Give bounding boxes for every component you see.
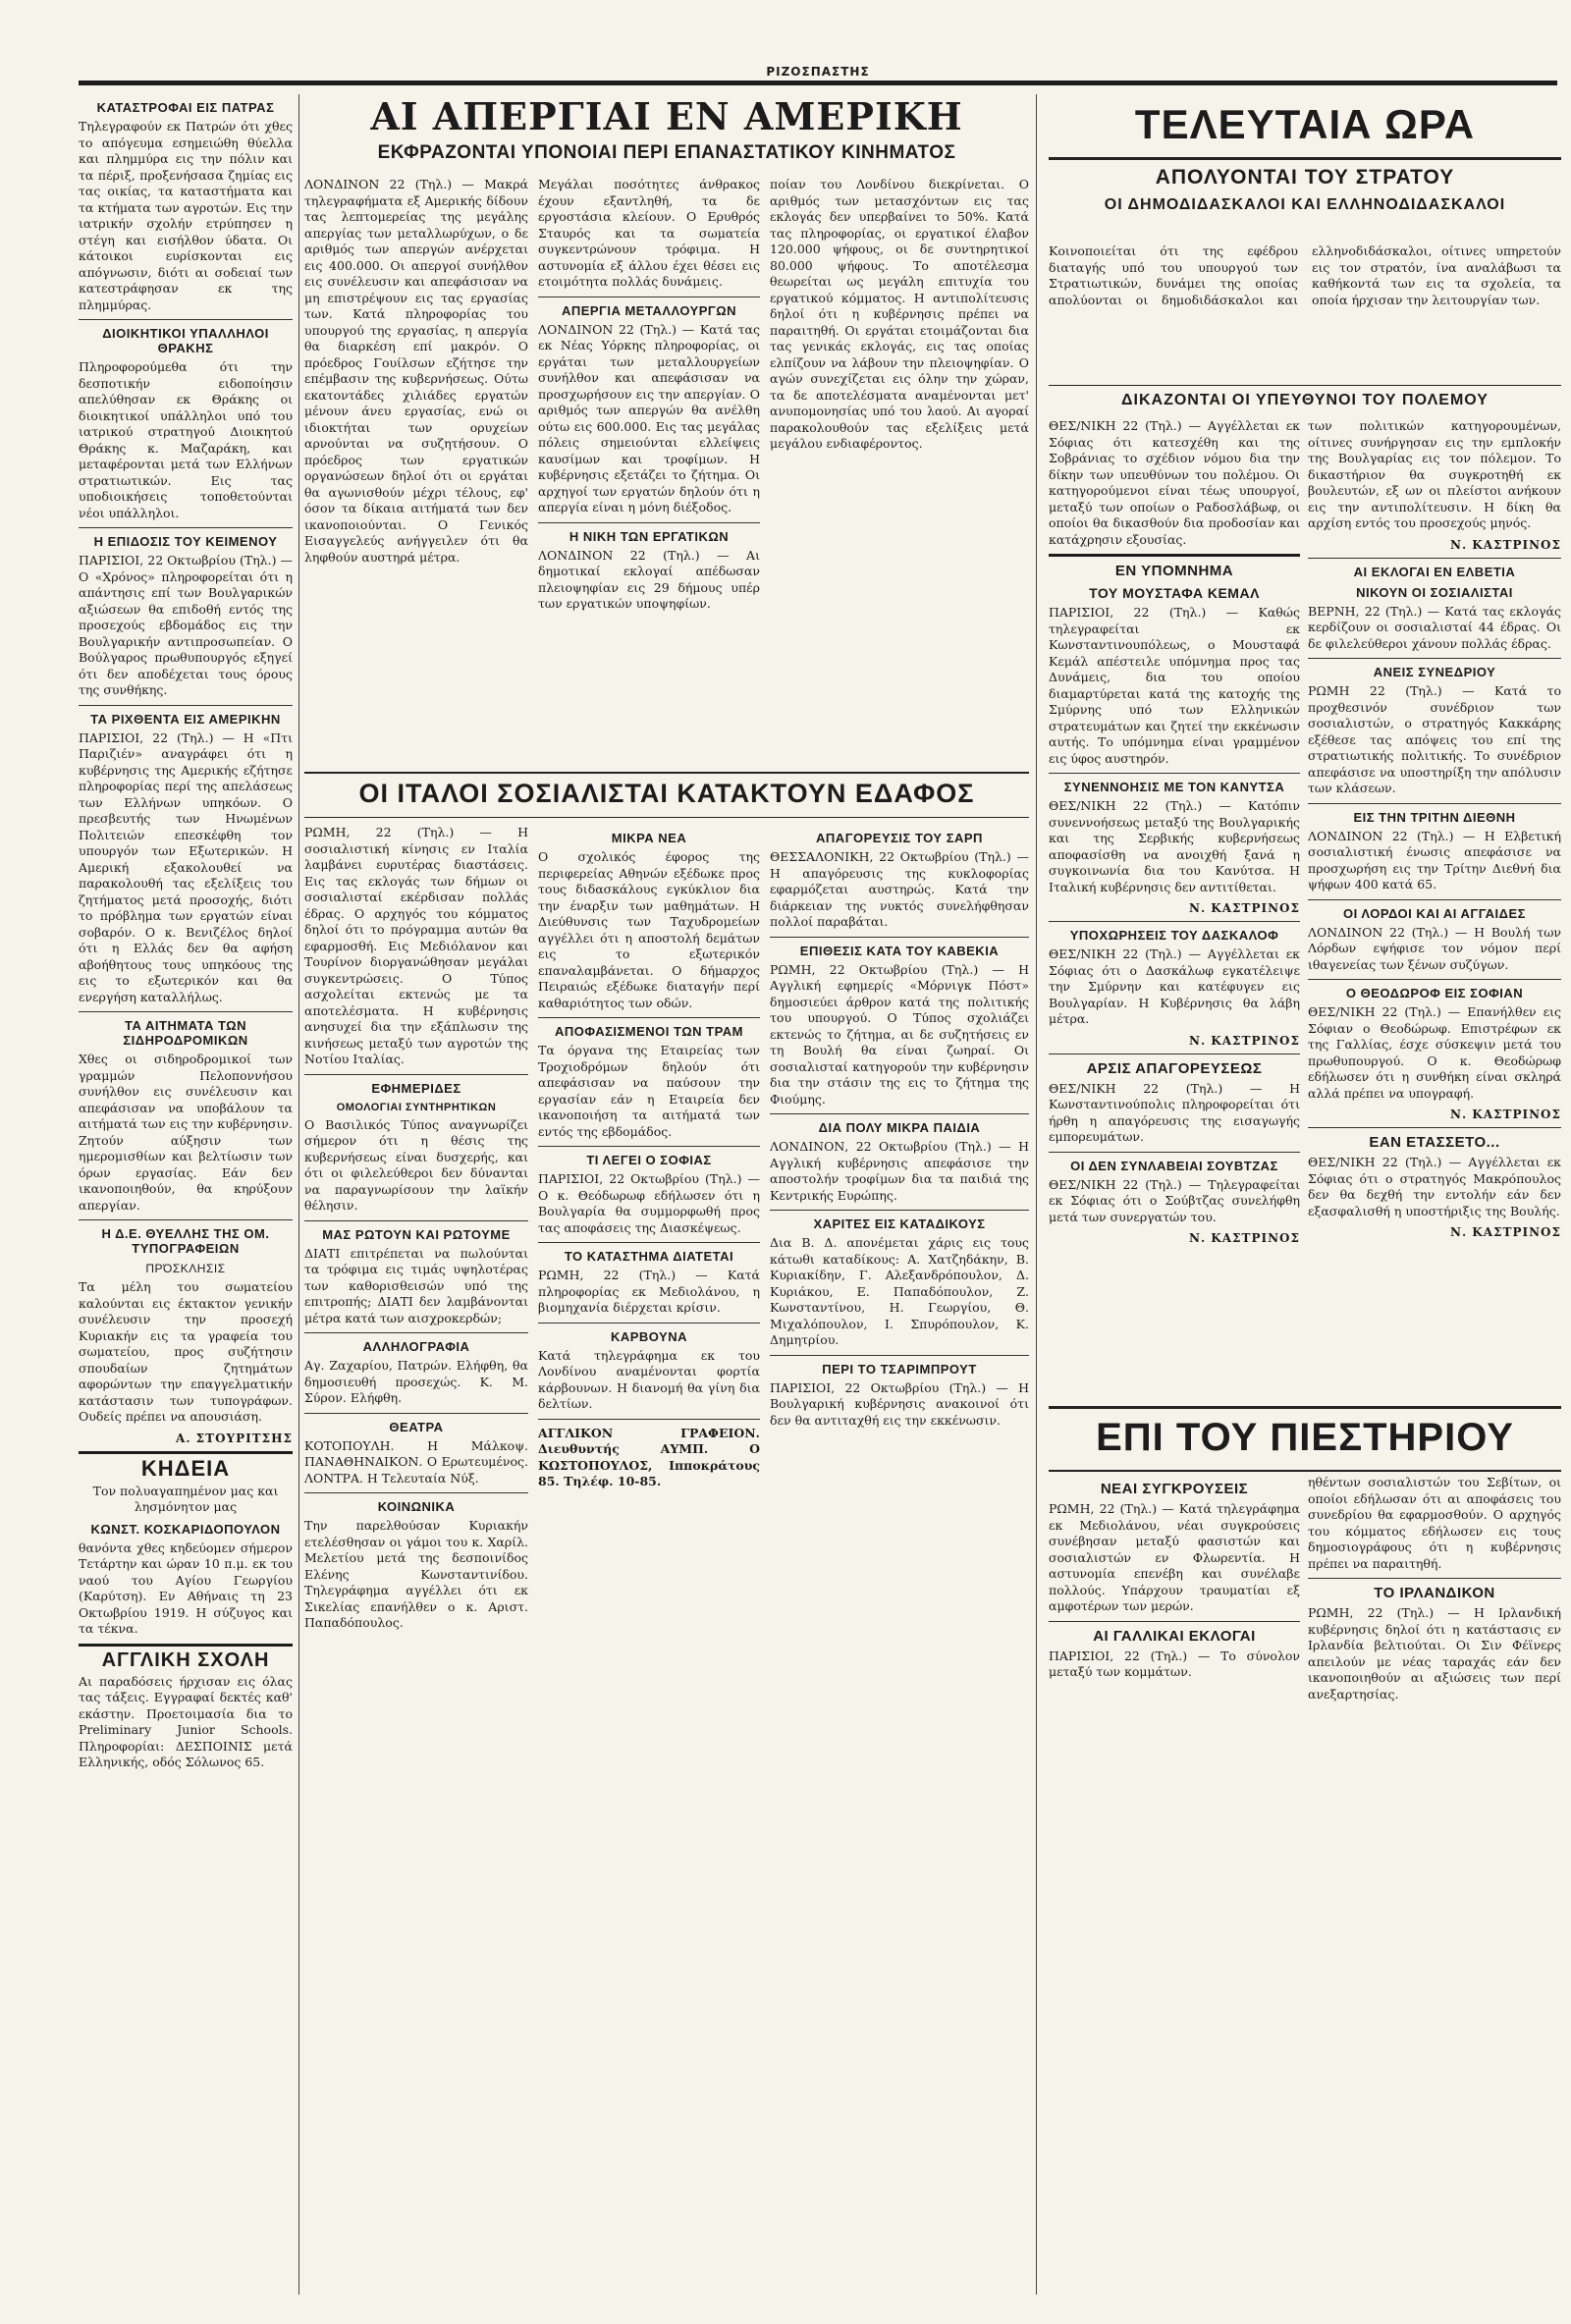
- banner-block: [1049, 98, 1561, 160]
- article-text: Χθες οι σιδηροδρομικοί των γραμμών Πελοποννήσου συνήλθον εις συνέλευσιν και απεφάσισαν να υποβάλουν τα αιτήματά των εις την κυβέρνησιν. Ζητούν αύξησιν των ημερομισθίων και βελτίωσιν των όρων εργασίας. Εάν δεν ικανοποιηθούν, θα κηρύξουν απεργίαν.: [79, 1052, 293, 1213]
- article-text: Μεγάλαι ποσότητες άνθρακος έχουν εξαντληθή, τα δε εργοστάσια κλείουν. Ο Ερυθρός Σταυρός και τα σωματεία συγκεντρώνουν τρόφιμα. Η αστυνομία εξ άλλου έχει θέσει εις ετοιμότητα πολλάς δυνάμεις.: [538, 177, 760, 289]
- article-text: ΘΕΣ/ΝΙΚΗ 22 (Τηλ.) — Κατόπιν συνεννοήσεως μεταξύ της Βουλγαρικής και της Σερβικής κυβερνήσεως αποφασίσθη να ανοιχθή ξανά η συγκοινωνία δια του Κανύτσα. Η Ιταλική κυβέρνησις δεν αντιτίθεται.: [1049, 798, 1300, 894]
- headline: ΕΦΗΜΕΡΙΔΕΣ: [304, 1074, 528, 1096]
- article-text: ΘΕΣ/ΝΙΚΗ 22 (Τηλ.) — Αγγέλλεται εκ Σόφιας ότι ο Δασκάλωφ εγκατέλειψε την Σμύρνην και κατέφυγεν εις Βουλγαρίαν. Η Κυβέρνησις θα λάβη μέτρα.: [1049, 946, 1300, 1026]
- masthead-rule: [79, 57, 1557, 85]
- subheadline: ΠΡΌΣΚΛΗΣΙΣ: [145, 1262, 226, 1275]
- banner-headline: ΟΙ ΙΤΑΛΟΙ ΣΟΣΙΑΛΙΣΤΑΙ ΚΑΤΑΚΤΟΥΝ ΕΔΑΦΟΣ: [358, 779, 975, 808]
- column-rule: [1036, 94, 1037, 2295]
- article-text: ΠΑΡΙΣΙΟΙ, 22 Οκτωβρίου (Τηλ.) — Ο κ. Θεόδωρωφ εδήλωσεν ότι η Βουλγαρία θα συμμορφωθή προς τας αποφάσεις της Διασκέψεως.: [538, 1171, 760, 1235]
- divider: [538, 1419, 760, 1420]
- article-text: Τηλεγραφούν εκ Πατρών ότι χθες το απόγευμα εσημειώθη θύελλα και πλημμύρα εις την πόλιν και τα πέριξ, προξενήσασα ζημίας εις τας οικίας, τα καταστήματα και τα κτήματα των αγροτών. Εις την ιατρικήν σχολήν ετρύπησεν η στέγη και εισήλθον ύδατα. Οι κάτοικοι ευρίσκονται εις απόγνωσιν, διότι αι σοδειαί των κατεστράφησαν εκ της πλημμύρας.: [79, 119, 293, 312]
- headline: ΔΙΑ ΠΟΛΥ ΜΙΚΡΑ ΠΑΙΔΙΑ: [770, 1113, 1029, 1135]
- article-text: ΛΟΝΔΙΝΟΝ 22 (Τηλ.) — Η Βουλή των Λόρδων εψήφισε τον νόμον περί ιθαγενείας των ξένων συζύγων.: [1308, 924, 1561, 972]
- headline: Η Δ.Ε. ΘΥΕΛΛΗΣ ΤΗΣ ΟΜ. ΤΥΠΟΓΡΑΦΕΙΩΝ: [79, 1219, 293, 1256]
- article-text: ΡΩΜΗ 22 (Τηλ.) — Κατά το προχθεσινόν συνέδριον των σοσιαλιστών, ο στρατηγός Κακκάρης εξέθεσε τας απόψεις του επί της στρατιωτικής πολιτικής. Το συνέδριον απεφάσισε να υποστηρίξη την απόλυσιν των κλάσεων.: [1308, 683, 1561, 795]
- headline: ΔΙΚΑΖΟΝΤΑΙ ΟΙ ΥΠΕΥΘΥΝΟΙ ΤΟΥ ΠΟΛΕΜΟΥ: [1121, 392, 1489, 408]
- article-text: ΛΟΝΔΙΝΟΝ 22 (Τηλ.) — Αι δημοτικαί εκλογαί απέδωσαν πλειοψηφίαν εις 29 δήμους υπέρ των εργατικών υποψηφίων.: [538, 547, 760, 611]
- headline: Η ΕΠΙΔΟΣΙΣ ΤΟΥ ΚΕΙΜΕΝΟΥ: [79, 527, 293, 549]
- signature: Ν. ΚΑΣΤΡΙΝΟΣ: [1449, 1225, 1561, 1239]
- headline: ΑΝΕΙΣ ΣΥΝΕΔΡΙΟΥ: [1308, 658, 1561, 679]
- center-col-c: [770, 825, 1029, 2295]
- article-text: ΘΕΣ/ΝΙΚΗ 22 (Τηλ.) — Επανήλθεν εις Σόφιαν ο Θεοδώρωφ. Επιστρέφων εκ της Γαλλίας, έσχε σύσκεψιν μετά του πρωθυπουργού. Ο κ. Θεοδώρωφ εδήλωσεν ότι η συνθήκη είναι σκληρά αλλά πρέπει να υπογραφή.: [1308, 1004, 1561, 1101]
- center-col-b: [538, 177, 760, 761]
- sub-headline: ΟΙ ΔΗΜΟΔΙΔΑΣΚΑΛΟΙ ΚΑΙ ΕΛΛΗΝΟΔΙΔΑΣΚΑΛΟΙ: [1104, 196, 1506, 213]
- article-text: ΡΩΜΗ, 22 (Τηλ.) — Η σοσιαλιστική κίνησις εν Ιταλία λαμβάνει ευρυτέρας διαστάσεις. Εις τας εκλογάς των δήμων οι σοσιαλισταί εκέρδισαν πολλάς έδρας. Ο αρχηγός του κόμματος δηλοί ότι το πρόγραμμα αυτών θα εφαρμοσθή. Εις Μεδιόλανον και Τουρίνον διοργανώθησαν μεγάλαι συγκεντρώσεις. Ο Τύπος ασχολείται εκτενώς με τα αποτελέσματα. Η κυβέρνησις ανησυχεί δια την εξάπλωσιν της κινήσεως μεταξύ των αγροτών της Νοτίου Ιταλίας.: [304, 825, 528, 1066]
- divider: [79, 1451, 293, 1454]
- headline: ΠΕΡΙ ΤΟ ΤΣΑΡΙΜΠΡΟΥΤ: [770, 1355, 1029, 1377]
- headline: ΑΓΓΛΙΚΗ ΣΧΟΛΗ: [101, 1648, 270, 1671]
- headline: ΤΙ ΛΕΓΕΙ Ο ΣΟΦΙΑΣ: [538, 1146, 760, 1167]
- column-rule: [298, 94, 299, 2295]
- headline: ΕΙΣ ΤΗΝ ΤΡΙΤΗΝ ΔΙΕΘΝΗ: [1308, 803, 1561, 825]
- article-text: ΡΩΜΗ, 22 (Τηλ.) — Η Ιρλανδική κυβέρνησις δηλοί ότι η κατάστασις εν Ιρλανδία βελτιούται. Οι Σιν Φέϊνερς απειλούν με νέας ταραχάς εάν δεν ικανοποιηθούν αι αξιώσεις των περί ανεξαρτησίας.: [1308, 1605, 1561, 1702]
- headline: ΜΙΚΡΑ ΝΕΑ: [611, 831, 687, 845]
- headline-block: [1049, 385, 1561, 413]
- headline: ΑΛΛΗΛΟΓΡΑΦΙΑ: [304, 1332, 528, 1354]
- article-text: ΘΕΣ/ΝΙΚΗ 22 (Τηλ.) — Τηλεγραφείται εκ Σόφιας ότι ο Σούβτζας συνελήφθη μετά των συνεργατών του.: [1049, 1176, 1300, 1224]
- article-text: ΡΩΜΗ, 22 Οκτωβρίου (Τηλ.) — Η Αγγλική εφημερίς «Μόρνιγκ Πόστ» δημοσιεύει άρθρον κατά της πολιτικής του υπουργού. Ο Τύπος σχολιάζει εκτενώς το ζήτημα, αι δε συζητήσεις εν τη Βουλή θα είναι ζωηραί. Οι σοσιαλισταί κατηγορούν την κυβέρνησιν δια την στάσιν της εις το ζήτημα της Φιούμης.: [770, 961, 1029, 1107]
- article-text: Την παρελθούσαν Κυριακήν ετελέσθησαν οι γάμοι του κ. Χαρίλ. Μελετίου μετά της δεσποινίδος Ελένης Κωνσταντινίδου. Τηλεγράφημα αγγέλλει ότι εκ Σικελίας επανήλθεν ο κ. Αριστ. Παπαδόπουλος.: [304, 1518, 528, 1630]
- center-upper: [304, 177, 1029, 761]
- article-text: ΘΕΣ/ΝΙΚΗ 22 (Τηλ.) — Αγγέλλεται εκ Σόφιας ότι ο στρατηγός Μακρόπουλος δεν θα δεχθή την εντολήν εάν δεν εξασφαλισθή η υποστήριξις της Βουλής.: [1308, 1155, 1561, 1218]
- signature: Ν. ΚΑΣΤΡΙΝΟΣ: [1449, 1108, 1561, 1121]
- article-text: Ο σχολικός έφορος της περιφερείας Αθηνών εξέδωκε προς τους διδασκάλους εγκύκλιον δια την έναρξιν των μαθημάτων. Η Διεύθυνσις των Ταχυδρομείων αγγέλλει ότι η αποστολή δεμάτων εις το εξωτερικόν επαναλαμβάνεται. Ο δήμαρχος Πειραιώς εξέδωκε διαταγήν περί καθαριότητος των οδών.: [538, 849, 760, 1010]
- article-text: ΠΑΡΙΣΙΟΙ, 22 Οκτωβρίου (Τηλ.) — Η Βουλγαρική κυβέρνησις ανακοινοί ότι δεν θα αντιταχθή εις την εκκένωσιν.: [770, 1379, 1029, 1428]
- headline: ΑΠΟΛΥΟΝΤΑΙ ΤΟΥ ΣΤΡΑΤΟΥ: [1155, 167, 1455, 189]
- divider: [1049, 554, 1300, 557]
- headline: ΑΠΟΦΑΣΙΣΜΕΝΟΙ ΤΩΝ ΤΡΑΜ: [538, 1017, 760, 1039]
- headline: ΑΠΕΡΓΙΑ ΜΕΤΑΛΛΟΥΡΓΩΝ: [538, 297, 760, 318]
- article-text: ΚΟΤΟΠΟΥΛΗ. Η Μάλκοψ. ΠΑΝΑΘΗΝΑΙΚΟΝ. Ο Ερωτευμένος. ΛΟΝΤΡΑ. Η Τελευταία Νύξ.: [304, 1437, 528, 1486]
- article-text: Κατά τηλεγράφημα εκ του Λονδίνου αναμένονται φορτία κάρβουνων. Η διανομή θα γίνη δια δελτίων.: [538, 1347, 760, 1411]
- banner-block: [304, 98, 1029, 167]
- article-text: ηθέντων σοσιαλιστών του Σεβίτων, οι οποίοι εδήλωσαν ότι αι αποφάσεις του συνεδρίου θα εφαρμοσθούν. Ο αρχηγός του κόμματος εδήλωσεν εις τους δημοσιογράφους ότι η κυβέρνησις πρέπει να παραιτηθή.: [1308, 1475, 1561, 1571]
- center-col-c: [770, 177, 1029, 761]
- article-text: των πολιτικών κατηγορουμένων, οίτινες συνήργησαν εις την εμπλοκήν της Βουλγαρίας εις τον πόλεμον. Το δικαστήριον θα συγκροτηθή εκ βουλευτών, εξ ων οι πλείστοι ανήκουν εις την αντιπολίτευσιν. Η δίκη θα αρχίση εντός του προσεχούς μηνός.: [1308, 418, 1561, 530]
- sub-headline: ΕΚΦΡΑΖΟΝΤΑΙ ΥΠΟΝΟΙΑΙ ΠΕΡΙ ΕΠΑΝΑΣΤΑΤΙΚΟΥ ΚΙΝΗΜΑΤΟΣ: [377, 142, 956, 163]
- subheadline: ΟΜΟΛΟΓΙΑΙ ΣΥΝΤΗΡΗΤΙΚΩΝ: [336, 1101, 497, 1113]
- center-col-b: [538, 825, 760, 2295]
- banner-headline: ΕΠΙ ΤΟΥ ΠΙΕΣΤΗΡΙΟΥ: [1096, 1416, 1514, 1459]
- headline: ΕΠΙΘΕΣΙΣ ΚΑΤΑ ΤΟΥ ΚΑΒΕΚΙΑ: [770, 937, 1029, 958]
- signature: Ν. ΚΑΣΤΡΙΝΟΣ: [1188, 1231, 1300, 1245]
- article-text: ΛΟΝΔΙΝΟΝ, 22 Οκτωβρίου (Τηλ.) — Η Αγγλική κυβέρνησις απεφάσισε την αποστολήν τροφίμων δια τα παιδιά της Κεντρικής Ευρώπης.: [770, 1139, 1029, 1203]
- masthead-name: ΡΙΖΟΣΠΑΣΤΗΣ: [760, 65, 875, 79]
- column-right-a-lower: [1049, 1475, 1300, 2295]
- article-text: ΛΟΝΔΙΝΟΝ 22 (Τηλ.) — Μακρά τηλεγραφήματα εξ Αμερικής δίδουν τας λεπτομερείας της μεγάλης απεργίας των μεταλλωρύχων, ο δε αριθμός των απεργών ανέρχεται εις 400.000. Οι απεργοί συνήλθον εις συνέλευσιν και απεφάσισαν να μη επιστρέψουν εις τας εργασίας των. Κατά πληροφορίας του υπουργού της εργασίας, η απεργία θα διαρκέση επί μακρόν. Ο πρόεδρος Γουίλσων εζήτησε την επέμβασιν της κυβερνήσεως. Ούτω εκατοντάδες χιλιάδες εργατών μένουν άνευ εργασίας, ενώ οι ιδιοκτήται των ορυχείων αρνούνται να συζητήσουν. Ο πρόεδρος των εργατικών οργανώσεων δηλοί ότι οι εργάται θα αγωνισθούν μέχρι τέλους, εφ' όσον τα δίκαια αιτήματά των δεν ικανοποιούνται. Ο Γενικός Εισαγγελεύς ανήγγειλεν ότι θα ληφθούν αυστηρά μέτρα.: [304, 177, 528, 565]
- headline: ΑΡΣΙΣ ΑΠΑΓΟΡΕΥΣΕΩΣ: [1049, 1054, 1300, 1077]
- headline: ΕΑΝ ΕΤΑΣΣΕΤΟ...: [1308, 1127, 1561, 1151]
- article-text: ΠΑΡΙΣΙΟΙ, 22 (Τηλ.) — Το σύνολον μεταξύ των κομμάτων.: [1049, 1648, 1300, 1679]
- headline: ΤΑ ΡΙΧΘΕΝΤΑ ΕΙΣ ΑΜΕΡΙΚΗΝ: [79, 705, 293, 727]
- article-text: ΘΕΣ/ΝΙΚΗ 22 (Τηλ.) — Αγγέλλεται εκ Σόφιας ότι κατεσχέθη και της Σοβράνιας το σχέδιον νόμου δια την δίκην των υπευθύνων του πολέμου. Οι κατηγορούμενοι είναι τέως υπουργοί, μεταξύ των οποίων ο Ραδοσλάβωφ, οι οποίοι θα δικασθούν δια προδοσίαν και κατάχρησιν εξουσίας.: [1049, 418, 1300, 547]
- headline: ΧΑΡΙΤΕΣ ΕΙΣ ΚΑΤΑΔΙΚΟΥΣ: [770, 1210, 1029, 1231]
- headline: ΔΙΟΙΚΗΤΙΚΟΙ ΥΠΑΛΛΗΛΟΙ ΘΡΑΚΗΣ: [79, 319, 293, 355]
- article-text: ΡΩΜΗ, 22 (Τηλ.) — Κατά τηλεγράφημα εκ Μεδιολάνου, νέαι συγκρούσεις συνέβησαν μεταξύ φασιστών και σοσιαλιστών εν Φλωρεντία. Η αστυνομία επενέβη και συνέλαβε πολλούς. Υπάρχουν τραυματίαι εξ αμφοτέρων των μερών.: [1049, 1501, 1300, 1613]
- headline: ΜΑΣ ΡΩΤΟΥΝ ΚΑΙ ΡΩΤΟΥΜΕ: [304, 1220, 528, 1242]
- headline: ΑΙ ΓΑΛΛΙΚΑΙ ΕΚΛΟΓΑΙ: [1049, 1621, 1300, 1645]
- headline: ΤΟ ΚΑΤΑΣΤΗΜΑ ΔΙΑΤΕΤΑΙ: [538, 1242, 760, 1264]
- headline: ΥΠΟΧΩΡΗΣΕΙΣ ΤΟΥ ΔΑΣΚΑΛΟΦ: [1049, 921, 1300, 943]
- article-text: ΔΙΑΤΙ επιτρέπεται να πωλούνται τα τρόφιμα εις τιμάς υψηλοτέρας των καθορισθεισών υπό της επιτροπής; ΔΙΑΤΙ δεν λαμβάνονται μέτρα κατά των αισχροκερδών;: [304, 1245, 528, 1325]
- banner-block: [304, 772, 1029, 818]
- article-text: ΠΑΡΙΣΙΟΙ, 22 Οκτωβρίου (Τηλ.) — Ο «Χρόνος» πληροφορείται ότι η απάντησις επί των Βουλγαρικών αξιώσεων θα επιδοθή εντός της προσεχούς εβδομάδος εις την Βουλγαρικήν αντιπροσωπείαν. Ο Βούλγαρος πρωθυπουργός εξηγεί ότι δεν αποδέχεται τους όρους της συνθήκης.: [79, 553, 293, 697]
- headline: ΚΗΔΕΙΑ: [140, 1455, 231, 1481]
- headline: ΚΑΡΒΟΥΝΑ: [538, 1323, 760, 1344]
- banner-block: [1049, 1406, 1561, 1472]
- headline: ΟΙ ΛΟΡΔΟΙ ΚΑΙ ΑΙ ΑΓΓΑΙΔΕΣ: [1308, 899, 1561, 921]
- signature: Ν. ΚΑΣΤΡΙΝΟΣ: [1188, 901, 1300, 915]
- article-text: ΠΑΡΙΣΙΟΙ, 22 (Τηλ.) — Η «Πτι Παριζιέν» αναγράφει ότι η κυβέρνησις της Αμερικής εζήτησε πληροφορίας περί της απελάσεως των Ελλήνων υπηκόων. Ο πρεσβευτής των Ηνωμένων Πολιτειών επεσκέφθη τον υπουργόν των Εξωτερικών. Η Αμερική εξακολουθεί να παρακολουθή τας εξελίξεις του ζητήματος μετά προσοχής, διότι το πρόβλημα των εργατών είναι σοβαρόν. Ο κ. Βενιζέλος δηλοί ότι η Ελλάς δεν θα αφήση αβοήθητους τους υπηκόους της εις το εξωτερικόν και θα ενεργήση καταλλήλως.: [79, 730, 293, 1004]
- article-text: ποίαν του Λονδίνου διεκρίνεται. Ο αριθμός των μετασχόντων εις τας εκλογάς δεν υπερβαίνει το 50%. Κατά τας πληροφορίας, οι εργατικοί έλαβον 120.000 ψήφους, οι δε συντηρητικοί 80.000 ψήφους. Το αποτέλεσμα θεωρείται ως μεγάλη επιτυχία του εργατικού κόμματος. Η αντιπολίτευσις δηλοί ότι η κυβέρνησις πρέπει να παραιτηθή. Οι εργάται ετοιμάζονται δια τας γενικάς εκλογάς, εις τας οποίας ελπίζουν να λάβουν την πλειοψηφίαν. Ο αγών συνεχίζεται εις όλην την χώραν, τα δε αποτελέσματα αναμένονται μετ' ανυπομονησίας υπό του λαού. Αι αγοραί παρακολουθούν τας εξελίξεις μετά μεγάλου ενδιαφέροντος.: [770, 177, 1029, 451]
- headline: ΝΕΑΙ ΣΥΓΚΡΟΥΣΕΙΣ: [1100, 1481, 1249, 1497]
- headline: ΘΕΑΤΡΑ: [304, 1413, 528, 1434]
- headline: ΕΝ ΥΠΟΜΝΗΜΑ: [1114, 563, 1234, 579]
- article-text: Κοινοποιείται ότι της εφέδρου διαταγής υπό του υπουργού των Στρατιωτικών, δυνάμει της οποίας απολύονται οι δημοδιδάσκαλοι και ελληνοδιδάσκαλοι, οίτινες υπηρετούν εις τον στρατόν, ίνα αναλάβωσι τα καθήκοντά των εις τα σχολεία, τα οποία ήρχισαν την λειτουργίαν των.: [1049, 243, 1561, 307]
- advertisement: ΑΓΓΛΙΚΟΝ ΓΡΑΦΕΙΟΝ. Διευθυντής ΑΥΜΠ. Ο ΚΩΣΤΟΠΟΥΛΟΣ, Ιπποκράτους 85. Τηλέφ. 10-85.: [538, 1425, 760, 1488]
- article-text: ΡΩΜΗ, 22 (Τηλ.) — Κατά πληροφορίας εκ Μεδιολάνου, η βιομηχανία διέρχεται κρίσιν.: [538, 1268, 760, 1315]
- headline: ΟΙ ΔΕΝ ΣΥΝΛΑΒΕΙΑΙ ΣΟΥΒΤΖΑΣ: [1049, 1152, 1300, 1173]
- headline: Ο ΘΕΟΔΩΡΟΦ ΕΙΣ ΣΟΦΙΑΝ: [1308, 979, 1561, 1000]
- article-text: θανόντα χθες κηδεύομεν σήμερον Τετάρτην και ώραν 10 π.μ. εκ του ναού του Αγίου Γεωργίου (Καρύτση). Εν Αθήναις τη 23 Οκτωβρίου 1919. Η σύζυγος και τα τέκνα.: [79, 1540, 293, 1636]
- headline: ΤΟ ΙΡΛΑΝΔΙΚΟΝ: [1308, 1578, 1561, 1601]
- article-text: ΛΟΝΔΙΝΟΝ 22 (Τηλ.) — Κατά τας εκ Νέας Υόρκης πληροφορίας, οι εργάται των μεταλλουργείων συνήλθον και απεφάσισαν να προσχωρήσουν εις την απεργίαν. Ο αριθμός των απεργών θα ανέλθη ούτω εις 600.000. Εις τας μεγάλας πόλεις σημειούνται ελλείψεις καυσίμων και τροφίμων. Η κυβέρνησις εξετάζει το ζήτημα. Οι αρχηγοί των εργατών δηλούν ότι η απεργία είναι η μόνη διέξοδος.: [538, 321, 760, 514]
- headline: ΚΑΤΑΣΤΡΟΦΑΙ ΕΙΣ ΠΑΤΡΑΣ: [96, 100, 275, 115]
- article-text: Τα μέλη του σωματείου καλούνται εις έκτακτον γενικήν συνέλευσιν την προσεχή Κυριακήν εις τα γραφεία του σωματείου, προς συζήτησιν σπουδαίων ζητημάτων αφορώντων την επαγγελματικήν κατάστασιν των τυπογράφων. Ουδείς πρέπει να απουσιάση.: [79, 1279, 293, 1424]
- column-right-b: [1308, 418, 1561, 1401]
- article-text: ΒΕΡΝΗ, 22 (Τηλ.) — Κατά τας εκλογάς κερδίζουν οι σοσιαλισταί 44 έδρας. Οι δε φιλελεύθεροι χάνουν πολλάς έδρας.: [1308, 603, 1561, 651]
- article-text: Τα όργανα της Εταιρείας των Τροχιοδρόμων δηλούν ότι απεφάσισαν να παύσουν την εργασίαν εάν η Εταιρεία δεν ικανοποιήση τα αιτήματά των εντός της εβδομάδος.: [538, 1043, 760, 1139]
- column-right-b-lower: [1308, 1475, 1561, 2295]
- banner-headline: ΤΕΛΕΥΤΑΙΑ ΩΡΑ: [1134, 101, 1476, 147]
- article-text: ΘΕΣΣΑΛΟΝΙΚΗ, 22 Οκτωβρίου (Τηλ.) — Η απαγόρευσις της κυκλοφορίας εφαρμόζεται αυστηρώς. Κατά την διάρκειαν της νυκτός συνελήφθησαν πολλοί παραβάται.: [770, 849, 1029, 929]
- headline: Η ΝΙΚΗ ΤΩΝ ΕΡΓΑΤΙΚΩΝ: [538, 522, 760, 544]
- article-text: Δια Β. Δ. απονέμεται χάρις εις τους κάτωθι καταδίκους: Α. Χατζηδάκην, Β. Κυριακίδην, Γ. Αλεξανδρόπουλον, Δ. Κυριάκου, Ε. Παπαδόπουλον, Ζ. Κωνσταντίνου, Η. Γεωργίου, Θ. Μιχαλόπουλον, Ι. Σπυρόπουλον, Κ. Δημητρίου.: [770, 1235, 1029, 1347]
- headline: ΚΟΙΝΩΝΙΚΑ: [304, 1492, 528, 1514]
- center-col-a: [304, 825, 528, 2295]
- signature: Α. ΣΤΟΥΡΙΤΣΗΣ: [176, 1431, 293, 1445]
- headline: ΤΑ ΑΙΤΗΜΑΤΑ ΤΩΝ ΣΙΔΗΡΟΔΡΟΜΙΚΩΝ: [79, 1011, 293, 1048]
- article-text: Αι παραδόσεις ήρχισαν εις όλας τας τάξεις. Εγγραφαί δεκτές καθ' εκάστην. Προετοιμασία δια το Preliminary Junior Schools. Πληροφορίαι: ΔΕΣΠΟΙΝΙΣ μετά Ελληνικής, οδός Σόλωνος 65.: [79, 1673, 293, 1769]
- subheadline: ΤΟΥ ΜΟΥΣΤΑΦΑ ΚΕΜΑΛ: [1089, 585, 1260, 601]
- column-left: [79, 94, 293, 2295]
- signature: Ν. ΚΑΣΤΡΙΝΟΣ: [1449, 537, 1561, 552]
- article-text: ΠΑΡΙΣΙΟΙ, 22 (Τηλ.) — Καθώς τηλεγραφείται εκ Κωνσταντινουπόλεως, ο Μουσταφά Κεμάλ απέστειλε υπόμνημα προς τας Δυνάμεις, δια του οποίου διαμαρτύρεται κατά της κατοχής της Σμύρνης υπό των Ελληνικών στρατευμάτων και ζητεί την εκκένωσιν αυτής. Το υπόμνημα είναι γραμμένον εις ύφος αυστηρόν.: [1049, 605, 1300, 766]
- article-text: ΛΟΝΔΙΝΟΝ 22 (Τηλ.) — Η Ελβετική σοσιαλιστική ένωσις απεφάσισε να προσχωρήση εις την Τρίτην Διεθνή δια ψήφων 400 κατά 65.: [1308, 828, 1561, 892]
- center-lower: [304, 825, 1029, 2295]
- headline: ΑΠΑΓΟΡΕΥΣΙΣ ΤΟΥ ΣΑΡΠ: [816, 831, 983, 845]
- article-text: Τον πολυαγαπημένον μας και λησμόνητον μας: [92, 1483, 279, 1514]
- center-col-a: [304, 177, 528, 761]
- banner-headline: ΑΙ ΑΠΕΡΓΙΑΙ ΕΝ ΑΜΕΡΙΚΗ: [370, 98, 963, 138]
- headline-block: [1049, 167, 1561, 236]
- article-text: Ο Βασιλικός Τύπος αναγνωρίζει σήμερον ότι η θέσις της κυβερνήσεως είναι δυσχερής, και ότι οι φιλελεύθεροι δεν δύνανται να παραγνωρίσουν την λαϊκήν θέλησιν.: [304, 1116, 528, 1213]
- headline: ΣΥΝΕΝΝΟΗΣΙΣ ΜΕ ΤΟΝ ΚΑΝΥΤΣΑ: [1049, 773, 1300, 794]
- article-text: Πληροφορούμεθα ότι την δεσποτικήν ειδοποίησιν απελύθησαν εκ Θράκης οι διοικητικοί υπάλληλοι υπό του ιατρικού στρατηγού Διοικητού Θράκης κ. Μαζαράκη, και μεταφέρονται μετά των Ελλήνων στρατιωτικών. Εις τας υποδιοικήσεις τοποθετούνται νέοι υπάλληλοι.: [79, 359, 293, 520]
- divider: [79, 1644, 293, 1647]
- deceased-name: ΚΩΝΣΤ. ΚΟΣΚΑΡΙΔΟΠΟΥΛΟΝ: [90, 1521, 281, 1537]
- article-block: [1049, 243, 1561, 381]
- headline: ΑΙ ΕΚΛΟΓΑΙ ΕΝ ΕΛΒΕΤΙΑ: [1308, 558, 1561, 579]
- subheadline: ΝΙΚΟΥΝ ΟΙ ΣΟΣΙΑΛΙΣΤΑΙ: [1356, 584, 1513, 600]
- signature: Ν. ΚΑΣΤΡΙΝΟΣ: [1188, 1033, 1300, 1048]
- article-text: Αγ. Ζαχαρίου, Πατρών. Ελήφθη, θα δημοσιευθή προσεχώς. Κ. Μ. Σύρον. Ελήφθη.: [304, 1358, 528, 1405]
- article-text: ΘΕΣ/ΝΙΚΗ 22 (Τηλ.) — Η Κωνσταντινούπολις πληροφορείται ότι ήρθη η απαγόρευσις της εισαγωγής εμπορευμάτων.: [1049, 1080, 1300, 1144]
